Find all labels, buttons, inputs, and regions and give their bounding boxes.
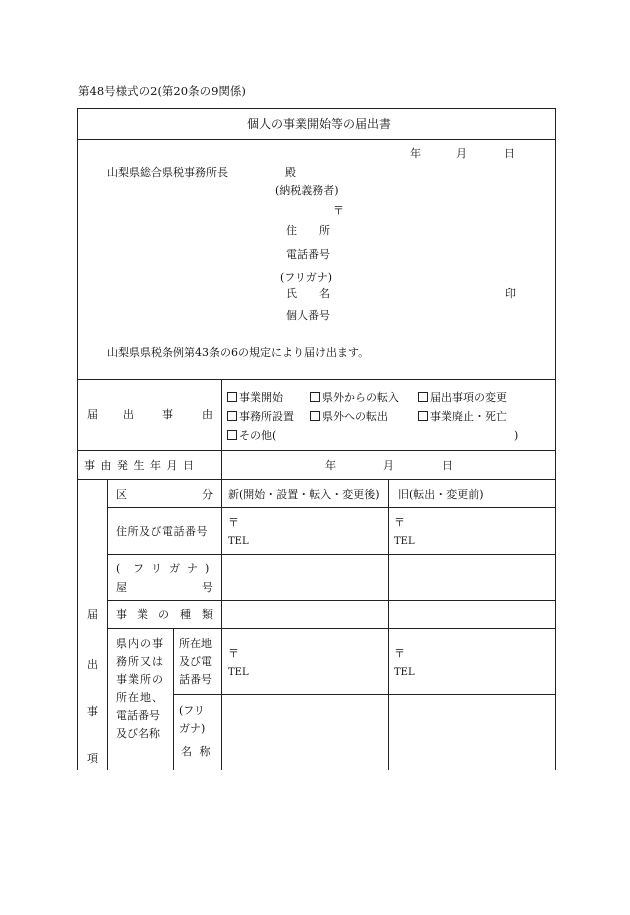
honorific: 殿	[285, 166, 296, 179]
business-type-char-3: の	[158, 608, 169, 621]
category-label-1: 区	[116, 488, 127, 501]
personal-number-label: 個人番号	[286, 309, 330, 322]
side-label-col	[107, 479, 108, 770]
details-side-2: 出	[87, 658, 98, 671]
reason-label-3: 事	[162, 408, 173, 421]
business-type-char-5: 類	[202, 608, 213, 621]
checkbox-icon[interactable]	[418, 411, 428, 421]
frame-top	[77, 108, 556, 109]
date-day: 日	[504, 147, 515, 160]
reason-divider	[77, 450, 556, 451]
category-label-2: 分	[202, 488, 213, 501]
business-type-char-1: 事	[116, 608, 127, 621]
business-type-char-2: 業	[137, 608, 148, 621]
detail-row-1	[107, 507, 556, 508]
trade-name-char-1: 屋	[116, 581, 127, 594]
furigana-label: (フリガナ)	[280, 271, 333, 284]
new-postal-mark: 〒	[228, 516, 239, 529]
location-label-3: 話番号	[179, 673, 212, 686]
office-name-label: 名 称	[181, 745, 213, 758]
office-label-1: 県内の事	[116, 637, 164, 650]
taxpayer-label: (納税義務者)	[275, 184, 339, 197]
office-label-4: 所在地、	[116, 691, 164, 704]
office-furigana-1: (フリ	[179, 704, 205, 717]
details-side-3: 事	[87, 705, 98, 718]
office-label-2: 務所又は	[116, 655, 164, 668]
furigana-char-4: ガ	[169, 562, 180, 575]
option-closure[interactable]: 事業廃止・死亡	[418, 411, 507, 422]
option-office-setup[interactable]: 事務所設置	[227, 411, 294, 422]
office-label-3: 事業所の	[116, 673, 164, 686]
other-close-paren: )	[514, 429, 519, 442]
seal-mark: 印	[505, 287, 516, 300]
postal-mark: 〒	[333, 204, 344, 217]
statement: 山梨県県税条例第43条の6の規定により届け出ます。	[107, 346, 370, 359]
old-tel: TEL	[394, 536, 415, 547]
address-phone-label: 住所及び電話番号	[116, 525, 208, 538]
office-label-5: 電話番号	[116, 709, 160, 722]
reason-label-4: 由	[202, 408, 213, 421]
location-label-1: 所在地	[179, 637, 212, 650]
option-business-start[interactable]: 事業開始	[227, 392, 283, 403]
option-change[interactable]: 届出事項の変更	[418, 392, 507, 403]
details-side-4: 項	[87, 752, 98, 765]
office-new-tel: TEL	[228, 667, 249, 678]
checkbox-icon[interactable]	[227, 430, 237, 440]
checkbox-icon[interactable]	[227, 411, 237, 421]
furigana-char-2: フ	[133, 562, 144, 575]
office-furigana-2: ガナ)	[179, 722, 206, 735]
addressee: 山梨県総合県税事務所長	[107, 166, 228, 179]
option-move-in[interactable]: 県外からの転入	[310, 392, 399, 403]
new-old-divider	[388, 479, 389, 770]
office-subcol	[173, 628, 174, 770]
reason-col-divider	[221, 379, 222, 479]
statement-divider	[77, 379, 556, 380]
option-move-out[interactable]: 県外への転出	[310, 411, 388, 422]
occurrence-month: 月	[383, 459, 394, 472]
new-tel: TEL	[228, 536, 249, 547]
occurrence-year: 年	[325, 459, 336, 472]
details-side-1: 届	[87, 608, 98, 621]
form-title: 個人の事業開始等の届出書	[247, 117, 392, 131]
furigana-char-6: )	[205, 562, 210, 575]
occurrence-day: 日	[442, 459, 453, 472]
name-label: 氏 名	[286, 287, 330, 300]
frame-left	[77, 108, 78, 770]
detail-row-2	[107, 554, 556, 555]
old-header: 旧(転出・変更前)	[398, 488, 484, 501]
reason-label-2: 出	[123, 408, 134, 421]
address-label: 住 所	[286, 224, 330, 237]
form-number: 第48号様式の2(第20条の9関係)	[78, 84, 246, 98]
checkbox-icon[interactable]	[227, 392, 237, 402]
reason-label-1: 届	[87, 408, 98, 421]
furigana-char-3: リ	[151, 562, 162, 575]
office-old-tel: TEL	[394, 667, 415, 678]
detail-row-5	[173, 694, 556, 695]
office-label-6: 及び名称	[116, 727, 160, 740]
date-year: 年	[410, 147, 421, 160]
date-month: 月	[456, 147, 467, 160]
old-postal-mark: 〒	[394, 516, 405, 529]
option-other[interactable]: その他(	[227, 430, 276, 441]
detail-row-4	[107, 628, 556, 629]
checkbox-icon[interactable]	[418, 392, 428, 402]
phone-label: 電話番号	[286, 248, 330, 261]
frame-right	[555, 108, 556, 770]
location-label-2: 及び電	[179, 655, 212, 668]
occurrence-label: 事 由 発 生 年 月 日	[84, 459, 195, 472]
title-divider	[77, 139, 556, 140]
checkbox-icon[interactable]	[310, 411, 320, 421]
furigana-char-5: ナ	[187, 562, 198, 575]
checkbox-icon[interactable]	[310, 392, 320, 402]
value-col-left	[221, 479, 222, 770]
business-type-char-4: 種	[180, 608, 191, 621]
date-divider	[77, 479, 556, 480]
office-old-postal-mark: 〒	[394, 647, 405, 660]
office-new-postal-mark: 〒	[228, 647, 239, 660]
trade-name-char-2: 号	[202, 581, 213, 594]
detail-row-3	[107, 600, 556, 601]
new-header: 新(開始・設置・転入・変更後)	[228, 488, 380, 501]
furigana-char-1: (	[116, 562, 121, 575]
